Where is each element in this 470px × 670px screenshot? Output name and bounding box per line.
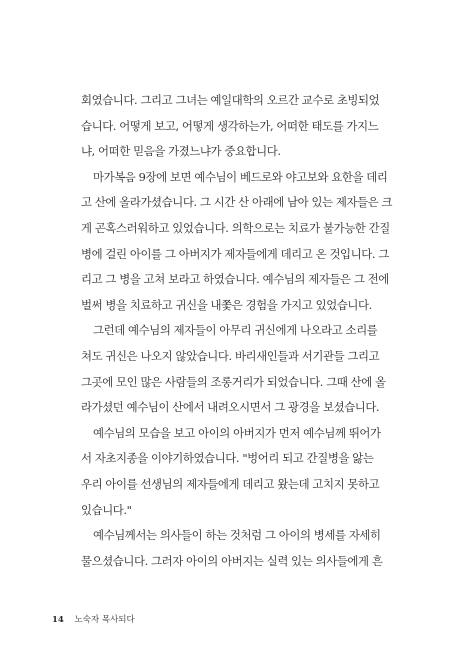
text-line: 벌써 병을 치료하고 귀신을 내쫓은 경험을 가지고 있었습니다. (81, 297, 372, 312)
paragraph-start-line: 예수님께서는 의사들이 하는 것처럼 그 아이의 병세를 자세히 (93, 528, 381, 543)
paragraph-start-line: 그런데 예수님의 제자들이 아무리 귀신에게 나오라고 소리를 (93, 323, 378, 338)
text-line: 우리 아이를 선생님의 제자들에게 데리고 왔는데 고치지 못하고 (81, 476, 380, 491)
page-footer (52, 613, 135, 625)
text-line: 병에 걸린 아이를 그 아버지가 제자들에게 데리고 온 것입니다. 그 (81, 246, 389, 261)
text-line: 쳐도 귀신은 나오지 않았습니다. 바리새인들과 서기관들 그리고 (81, 348, 380, 363)
text-line: 서 자초지종을 이야기하였습니다. "벙어리 되고 간질병을 앓는 (81, 451, 374, 466)
text-line: 습니다. 어떻게 보고, 어떻게 생각하는가, 어떠한 태도를 가지느 (81, 118, 379, 133)
text-line: 냐, 어떠한 믿음을 가졌느냐가 중요합니다. (81, 144, 281, 159)
text-line: 그곳에 모인 많은 사람들의 조롱거리가 되었습니다. 그때 산에 올 (81, 374, 386, 389)
paragraph-start-line: 마가복음 9장에 보면 예수님이 베드로와 야고보와 요한을 데리 (93, 169, 388, 184)
text-line: 고 산에 올라가셨습니다. 그 시간 산 아래에 남아 있는 제자들은 크 (81, 195, 393, 210)
text-line: 리고 그 병을 고쳐 보라고 하였습니다. 예수님의 제자들은 그 전에 (81, 272, 389, 287)
text-line: 라가셨던 예수님이 산에서 내려오시면서 그 광경을 보셨습니다. (81, 400, 380, 415)
page-number: 14 (52, 615, 64, 625)
text-line: 회였습니다. 그리고 그녀는 예일대학의 오르간 교수로 초빙되었 (81, 93, 380, 107)
paragraph-start-line: 예수님의 모습을 보고 아이의 아버지가 먼저 예수님께 뛰어가 (93, 425, 381, 440)
text-line: 있습니다." (81, 502, 132, 517)
running-book-title: 노숙자 목사되다 (74, 615, 135, 625)
text-line: 게 곤혹스러워하고 있었습니다. 의학으로는 치료가 불가능한 간질 (81, 220, 390, 235)
body-text (81, 88, 393, 574)
text-line: 물으셨습니다. 그러자 아이의 아버지는 실력 있는 의사들에게 흔 (81, 553, 383, 568)
